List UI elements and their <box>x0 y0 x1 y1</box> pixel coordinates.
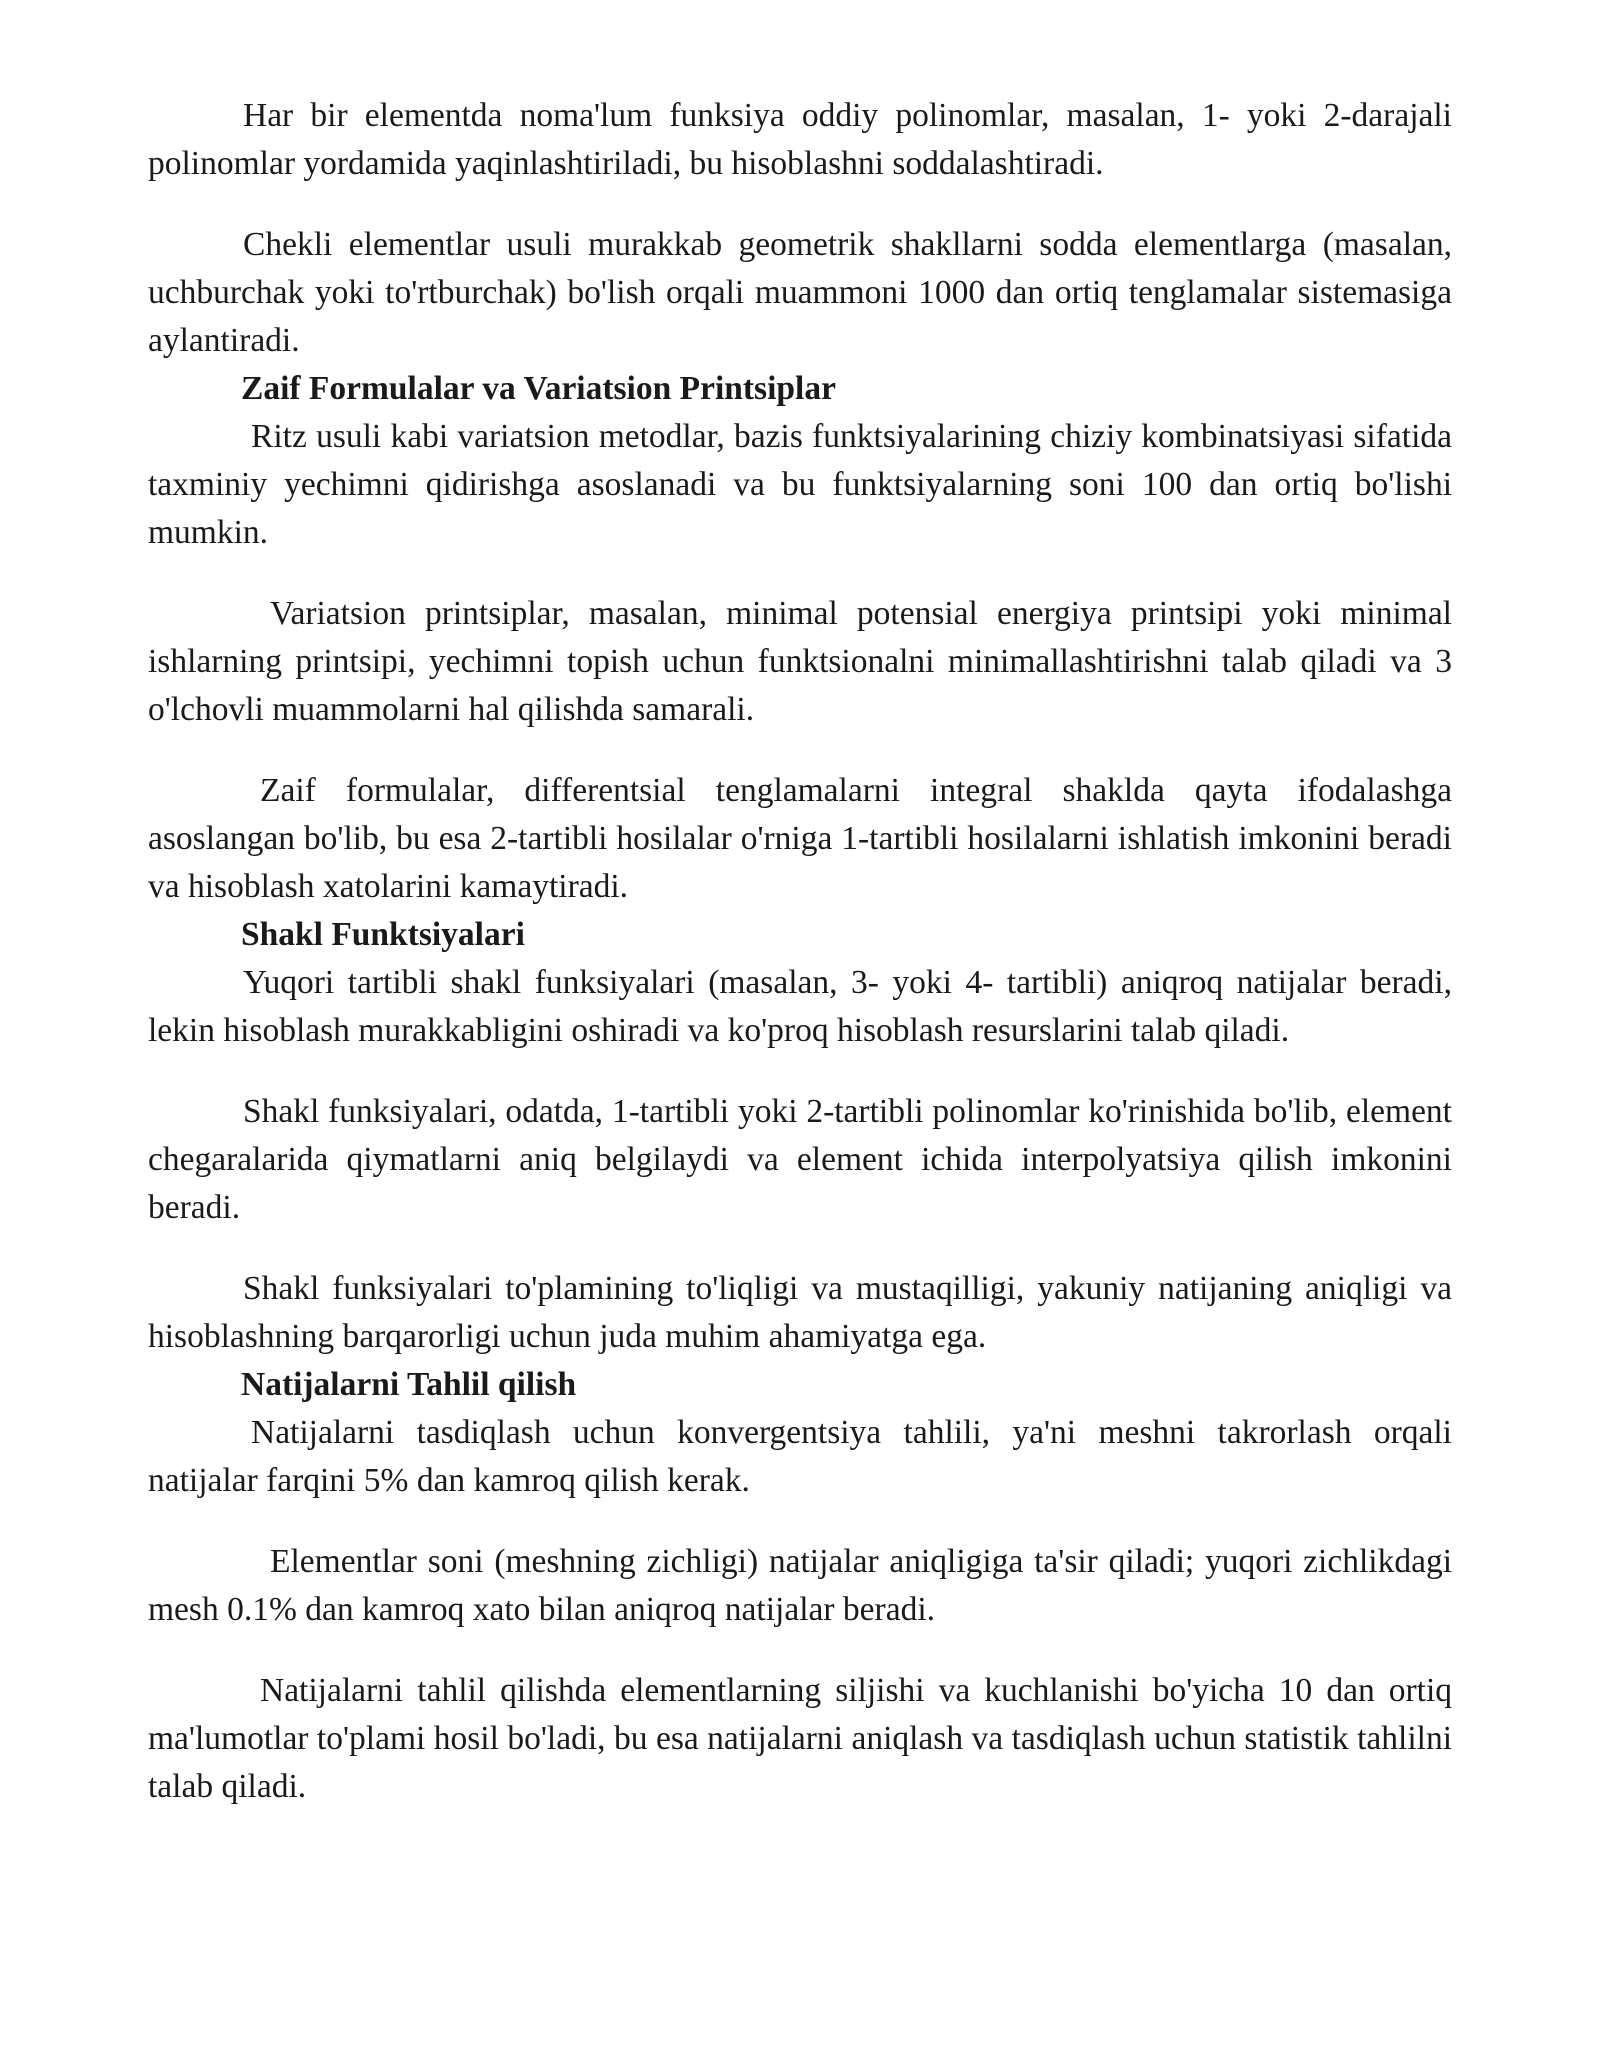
document-page <box>148 92 1452 1811</box>
paragraph-polynomial-approximation: Har bir elementda noma'lum funksiya oddiy polinomlar, masalan, 1- yoki 2-darajali polinomlar yordamida yaqinlashtiriladi, bu hisoblashni soddalashtiradi. <box>148 97 1452 182</box>
paragraph-convergence-analysis: Natijalarni tasdiqlash uchun konvergentsiya tahlili, ya'ni meshni takrorlash orqali natijalar farqini 5% dan kamroq qilish kerak. <box>148 1414 1452 1499</box>
paragraph-shape-function-completeness: Shakl funksiyalari to'plamining to'liqligi va mustaqilligi, yakuniy natijaning aniqligi va hisoblashning barqarorligi uchun juda muhim ahamiyatga ega. <box>148 1270 1452 1355</box>
paragraph-statistical-analysis: Natijalarni tahlil qilishda elementlarning siljishi va kuchlanishi bo'yicha 10 dan ortiq ma'lumotlar to'plami hosil bo'ladi, bu esa natijalarni aniqlash va tasdiqlash uchun statistik tahlilni talab qiladi. <box>148 1672 1452 1805</box>
paragraph-finite-element-method: Chekli elementlar usuli murakkab geometrik shakllarni sodda elementlarga (masalan, uchburchak yoki to'rtburchak) bo'lish orqali muammoni 1000 dan ortiq tenglamalar sistemasiga aylantiradi. <box>148 226 1452 359</box>
paragraph-higher-order-shape-functions: Yuqori tartibli shakl funksiyalari (masalan, 3- yoki 4- tartibli) aniqroq natijalar beradi, lekin hisoblash murakkabligini oshiradi va ko'proq hisoblash resurslarini talab qiladi. <box>148 964 1452 1049</box>
heading-shape-functions: Shakl Funktsiyalari <box>241 916 525 953</box>
paragraph-ritz-method: Ritz usuli kabi variatsion metodlar, bazis funktsiyalarining chiziy kombinatsiyasi sifatida taxminiy yechimni qidirishga asoslanadi va bu funktsiyalarning soni 100 dan ortiq bo'lishi mumkin. <box>148 418 1452 551</box>
paragraph-shape-function-polynomials: Shakl funksiyalari, odatda, 1-tartibli yoki 2-tartibli polinomlar ko'rinishida bo'lib, element chegaralarida qiymatlarni aniq belgilaydi va element ichida interpolyatsiya qilish imkonini beradi. <box>148 1093 1452 1226</box>
paragraph-weak-formulations: Zaif formulalar, differentsial tenglamalarni integral shaklda qayta ifodalashga asoslangan bo'lib, bu esa 2-tartibli hosilalar o'rniga 1-tartibli hosilalarni ishlatish imkonini beradi va hisoblash xatolarini kamaytiradi. <box>148 772 1452 905</box>
heading-weak-formulations: Zaif Formulalar va Variatsion Printsiplar <box>241 370 836 407</box>
heading-results-analysis: Natijalarni Tahlil qilish <box>241 1366 577 1403</box>
paragraph-mesh-density: Elementlar soni (meshning zichligi) natijalar aniqligiga ta'sir qiladi; yuqori zichlikdagi mesh 0.1% dan kamroq xato bilan aniqroq natijalar beradi. <box>148 1543 1452 1628</box>
paragraph-variational-principles: Variatsion printsiplar, masalan, minimal potensial energiya printsipi yoki minimal ishlarning printsipi, yechimni topish uchun funktsionalni minimallashtirishni talab qiladi va 3 o'lchovli muammolarni hal qilishda samarali. <box>148 595 1452 728</box>
